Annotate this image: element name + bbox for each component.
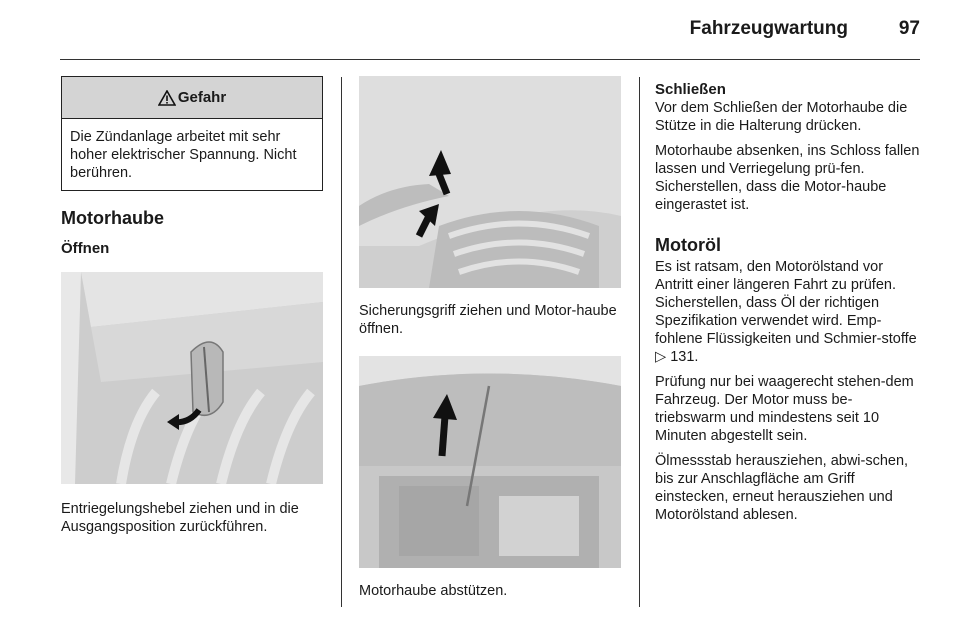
caption-hood-prop: Motorhaube abstützen. — [359, 583, 508, 599]
heading-motorhaube: Motorhaube — [61, 208, 164, 228]
caption-release-lever: Entriegelungshebel ziehen und in die Ausgangsposition zurückführen. — [61, 501, 299, 535]
motoroel-paragraph-3: Ölmessstab herausziehen, abwi-schen, bis zur Anschlagfläche am Griff einstecken, erneut herausziehen und Motorölstand ablesen. — [655, 453, 909, 523]
column-3 — [655, 80, 923, 531]
column-divider-2 — [639, 77, 640, 607]
page-reference-icon: ▷ — [655, 349, 667, 365]
motoroel-paragraph-1 — [655, 258, 923, 366]
heading-schliessen: Schließen — [655, 81, 726, 98]
danger-text: Die Zündanlage arbeitet mit sehr hoher elektrischer Spannung. Nicht berühren. — [70, 129, 297, 181]
danger-header — [62, 77, 322, 119]
column-2 — [359, 76, 621, 600]
schliessen-paragraph-2: Motorhaube absenken, ins Schloss fallen lassen und Verriegelung prü-fen. Sicherstellen, dass die Motor-haube eingerastet ist. — [655, 143, 920, 213]
heading-motoroel: Motoröl — [655, 235, 721, 255]
warning-triangle-icon — [158, 90, 176, 106]
photo-release-lever — [61, 272, 323, 484]
photo-safety-catch — [359, 76, 621, 288]
heading-oeffnen: Öffnen — [61, 240, 110, 257]
caption-safety-catch: Sicherungsgriff ziehen und Motor-haube öffnen. — [359, 303, 617, 337]
motoroel-paragraph-1-text: Es ist ratsam, den Motorölstand vor Antritt einer längeren Fahrt zu prüfen. Sicherstellen, dass Öl der richtigen Spezifikation verwendet wird. Emp-fohlene Flüssigkeiten und Schmier-stoffe — [655, 259, 917, 347]
danger-label: Gefahr — [177, 89, 227, 106]
motoroel-paragraph-2: Prüfung nur bei waagerecht stehen-dem Fahrzeug. Der Motor muss be-triebswarm und mindestens seit 10 Minuten abgestellt sein. — [655, 374, 914, 444]
header-divider — [60, 59, 920, 60]
column-divider-1 — [341, 77, 342, 607]
page-number: 97 — [898, 18, 920, 39]
schliessen-paragraph-1: Vor dem Schließen der Motorhaube die Stütze in die Halterung drücken. — [655, 100, 908, 134]
page-header — [60, 18, 920, 44]
page-reference-link[interactable]: 131. — [670, 349, 699, 365]
column-1 — [61, 76, 323, 536]
section-title: Fahrzeugwartung — [689, 18, 848, 39]
danger-notice — [61, 76, 323, 191]
photo-hood-prop — [359, 356, 621, 568]
